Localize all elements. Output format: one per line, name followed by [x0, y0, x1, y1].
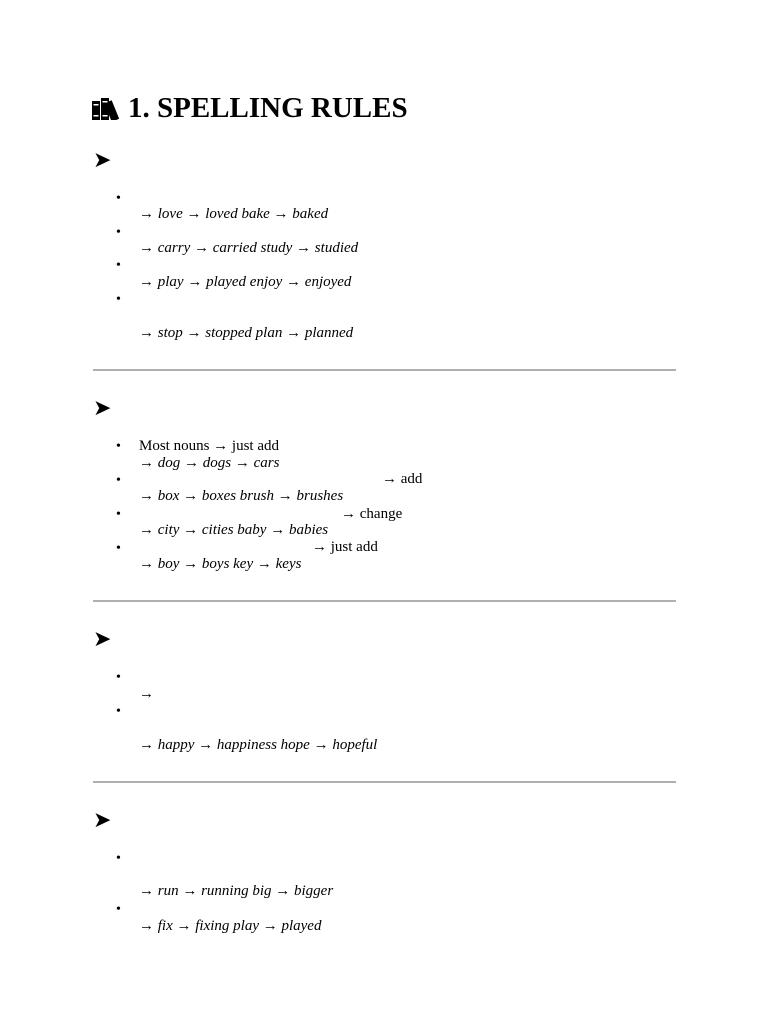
- bullet: •: [116, 670, 121, 685]
- example-line: → run → running big → bigger: [139, 883, 334, 899]
- example-line: → love → loved bake → baked: [139, 206, 329, 222]
- bullet: •: [116, 191, 121, 206]
- divider: [93, 369, 676, 371]
- bullet: •: [116, 225, 121, 240]
- rule-text: Most nouns → just add: [139, 438, 280, 454]
- bullet: •: [116, 704, 121, 719]
- example-line: → stop → stopped plan → planned: [139, 325, 354, 341]
- bullet: •: [116, 902, 121, 917]
- example-line: → dog → dogs → cars: [139, 455, 280, 471]
- divider: [93, 600, 676, 602]
- books-icon: [92, 93, 122, 129]
- divider: [93, 781, 676, 783]
- bullet: •: [116, 292, 121, 307]
- arrowhead-icon: ➤: [93, 807, 112, 832]
- rule-text: → add: [382, 471, 423, 487]
- bullet: •: [116, 258, 121, 273]
- example-line: → carry → carried study → studied: [139, 240, 359, 256]
- example-line: → boy → boys key → keys: [139, 556, 302, 572]
- example-line: → play → played enjoy → enjoyed: [139, 274, 352, 290]
- bullet: •: [116, 507, 121, 522]
- rule-text: → change: [341, 506, 403, 522]
- bullet: •: [116, 439, 121, 454]
- example-line: →: [139, 686, 154, 702]
- arrowhead-icon: ➤: [93, 147, 112, 172]
- arrowhead-icon: ➤: [93, 626, 112, 651]
- bullet: •: [116, 851, 121, 866]
- bullet: •: [116, 473, 121, 488]
- page-title-text: 1. SPELLING RULES: [128, 92, 408, 124]
- rule-text: → just add: [312, 539, 378, 555]
- example-line: → happy → happiness hope → hopeful: [139, 737, 378, 753]
- bullet: •: [116, 541, 121, 556]
- arrowhead-icon: ➤: [93, 395, 112, 420]
- page-title: [92, 90, 408, 129]
- example-line: → box → boxes brush → brushes: [139, 488, 344, 504]
- example-line: → city → cities baby → babies: [139, 522, 329, 538]
- example-line: → fix → fixing play → played: [139, 918, 322, 934]
